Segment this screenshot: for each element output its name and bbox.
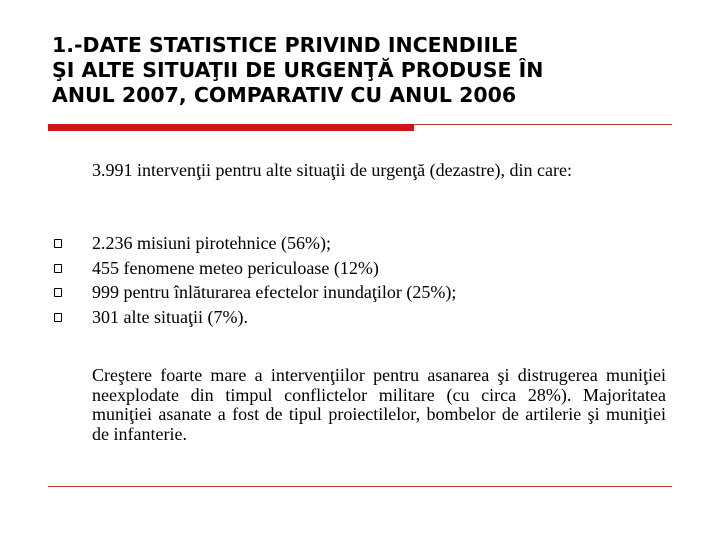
intro-paragraph: 3.991 intervenţii pentru alte situaţii de urgenţă (dezastre), din care: (92, 160, 572, 180)
bullet-text: 999 pentru înlăturarea efectelor inundaţilor (25%); (92, 282, 457, 302)
slide-title: 1.-DATE STATISTICE PRIVIND INCENDIILE ŞI ALTE SITUAŢII DE URGENŢĂ PRODUSE ÎN ANUL 2007, COMPARATIV CU ANUL 2006 (52, 33, 544, 107)
footer-divider (48, 486, 672, 487)
title-underline-red (48, 124, 414, 131)
list-item (54, 234, 674, 259)
hollow-square-bullet-icon (54, 264, 62, 273)
bullet-text: 455 fenomene meteo periculoase (12%) (92, 257, 379, 278)
list-item (54, 259, 674, 284)
bullet-text: 2.236 misiuni pirotehnice (56%); (92, 233, 331, 253)
hollow-square-bullet-icon (54, 288, 62, 297)
hollow-square-bullet-icon (54, 239, 62, 248)
list-item (54, 283, 674, 308)
closing-paragraph: Creştere foarte mare a intervenţiilor pentru asanarea şi distrugerea muniţiei neexplodate din timpul conflictelor militare (cu circa 28%). Majoritatea muniţiei asanate a fost de tipul proiectilelor, bombelor de artilerie şi muniţiei de infanterie. (92, 365, 666, 444)
hollow-square-bullet-icon (54, 313, 62, 322)
list-item (54, 308, 674, 333)
title-underline-thin (414, 124, 672, 125)
statistics-bullet-list (54, 234, 674, 332)
bullet-text: 301 alte situaţii (7%). (92, 306, 248, 327)
